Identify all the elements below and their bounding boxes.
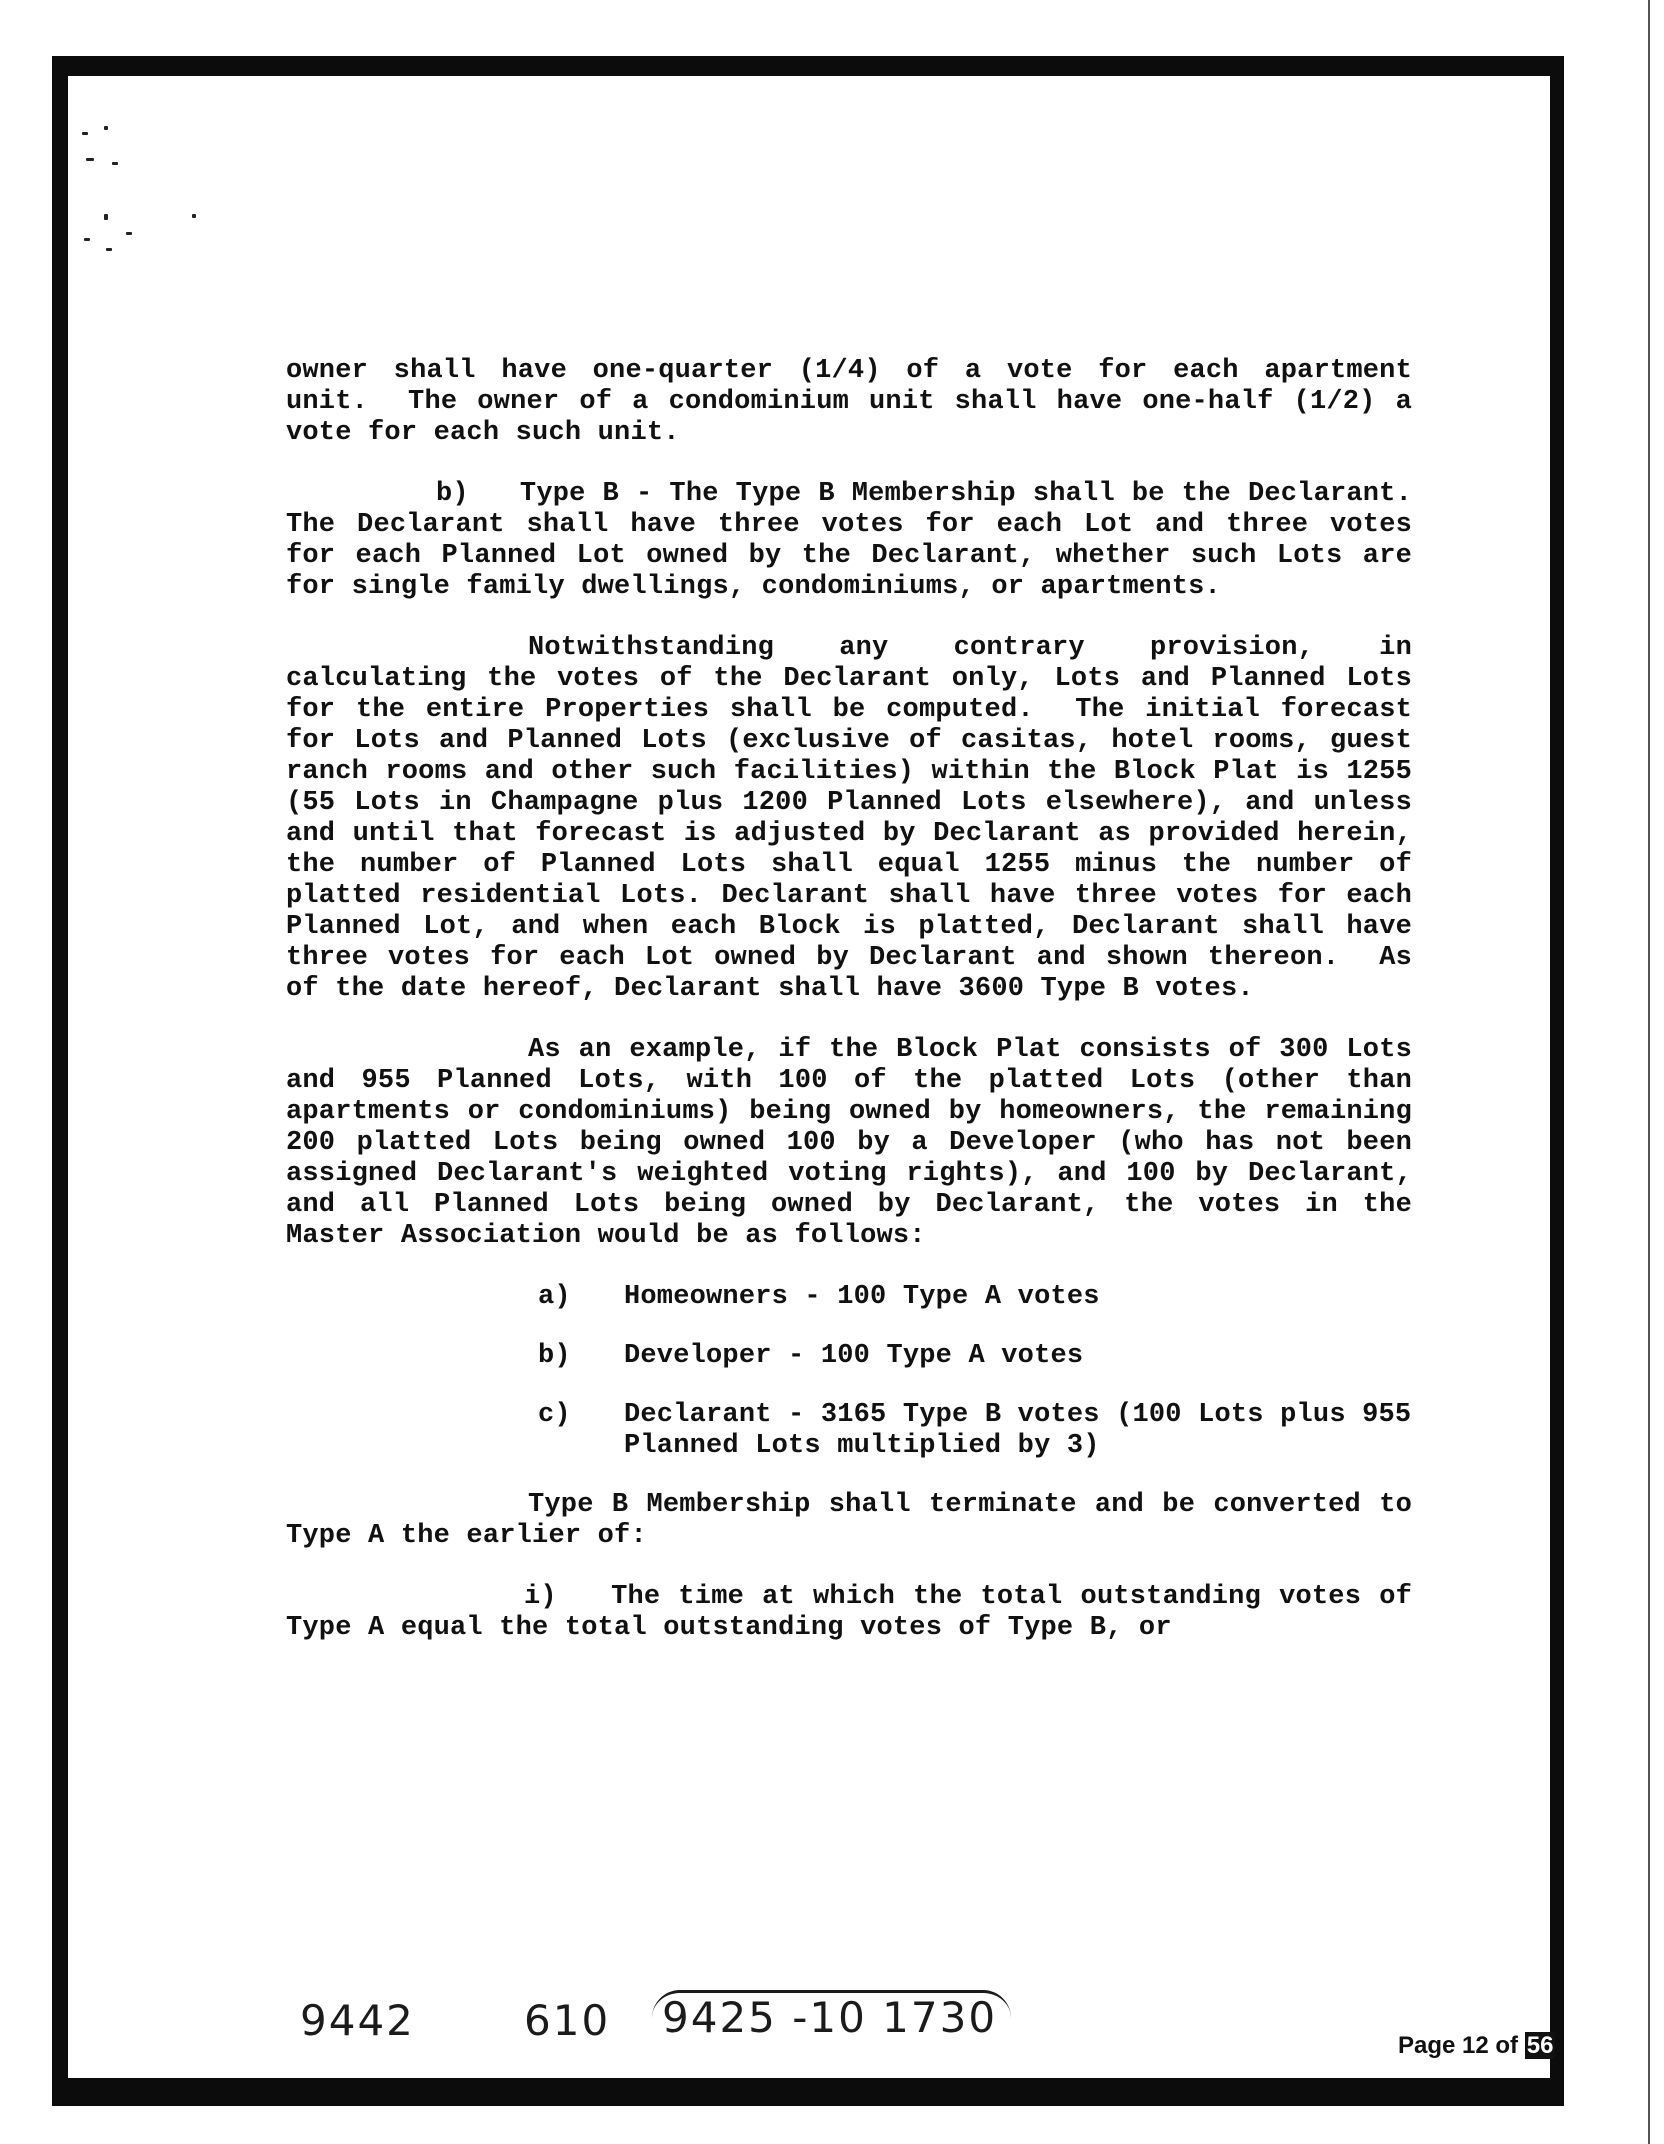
scan-speck <box>106 248 112 251</box>
book-number-stamp: 610 <box>524 1996 611 2045</box>
scan-speck <box>126 232 132 235</box>
paragraph-type-b-termination: Type B Membership shall terminate and be converted to Type A the earlier of: <box>286 1490 1429 1551</box>
document-number-stamp: 9442 <box>300 1996 415 2045</box>
list-marker: a) <box>538 1282 571 1312</box>
scan-speck <box>104 126 108 130</box>
paragraph-notwithstanding: Notwithstanding any contrary provision, in calculating the votes of the Declarant only, Lots and Planned Lots for the entire Properties shall be computed. The initial forecast for Lots and Planned Lots (exclusive of casitas, hotel rooms, guest ranch rooms and other such facilities) within the Block Plat is 1255 (55 Lots in Champagne plus 1200 Planned Lots elsewhere), and unless and until that forecast is adjusted by Declarant as provided herein, the number of Planned Lots shall equal 1255 minus the number of platted residential Lots. Declarant shall have three votes for each Planned Lot, and when each Block is platted, Declarant shall have three votes for each Lot owned by Declarant and shown thereon. As of the date hereof, Declarant shall have 3600 Type B votes. <box>286 633 1429 1004</box>
paragraph-type-b-membership: b) Type B - The Type B Membership shall be the Declarant. The Declarant shall have three votes for each Lot and three votes for each Planned Lot owned by the Declarant, whether such Lots are for single family dwellings, condominiums, or apartments. <box>286 479 1445 602</box>
scan-speck <box>86 158 94 161</box>
votes-example-list <box>286 1282 1428 1462</box>
list-marker: b) <box>538 1341 571 1371</box>
scan-speck <box>112 162 118 165</box>
recording-number-stamp: 9425 -10 1730 <box>652 1990 1011 2042</box>
list-text: Declarant - 3165 Type B votes (100 Lots plus 955 Planned Lots multiplied by 3) <box>624 1400 1428 1461</box>
list-item <box>286 1341 1412 1372</box>
scan-speck <box>104 214 108 220</box>
scan-edge-line <box>1648 0 1650 2144</box>
paragraph-termination-condition-i: i) The time at which the total outstanding votes of Type A equal the total outstanding votes of Type B, or <box>286 1582 1429 1643</box>
paragraph-vote-allocation: owner shall have one-quarter (1/4) of a vote for each apartment unit. The owner of a condominium unit shall have one-half (1/2) a vote for each such unit. <box>286 356 1429 448</box>
list-text: Homeowners - 100 Type A votes <box>624 1282 1100 1312</box>
page-indicator <box>1398 2032 1555 2060</box>
scan-speck <box>84 238 90 241</box>
scan-speck <box>192 214 196 218</box>
paragraph-example: As an example, if the Block Plat consists of 300 Lots and 955 Planned Lots, with 100 of the platted Lots (other than apartments or condominiums) being owned by homeowners, the remaining 200 platted Lots being owned 100 by a Developer (who has not been assigned Declarant's weighted voting rights), and 100 by Declarant, and all Planned Lots being owned by Declarant, the votes in the Master Association would be as follows: <box>286 1035 1429 1251</box>
document-body <box>286 356 1445 1674</box>
list-item <box>286 1282 1412 1313</box>
page-total: 56 <box>1526 2032 1554 2059</box>
page-label-text: Page 12 of <box>1398 2032 1519 2059</box>
scan-speck <box>82 132 88 135</box>
list-item <box>286 1400 1428 1462</box>
list-text: Developer - 100 Type A votes <box>624 1341 1084 1371</box>
list-marker: c) <box>538 1400 571 1430</box>
